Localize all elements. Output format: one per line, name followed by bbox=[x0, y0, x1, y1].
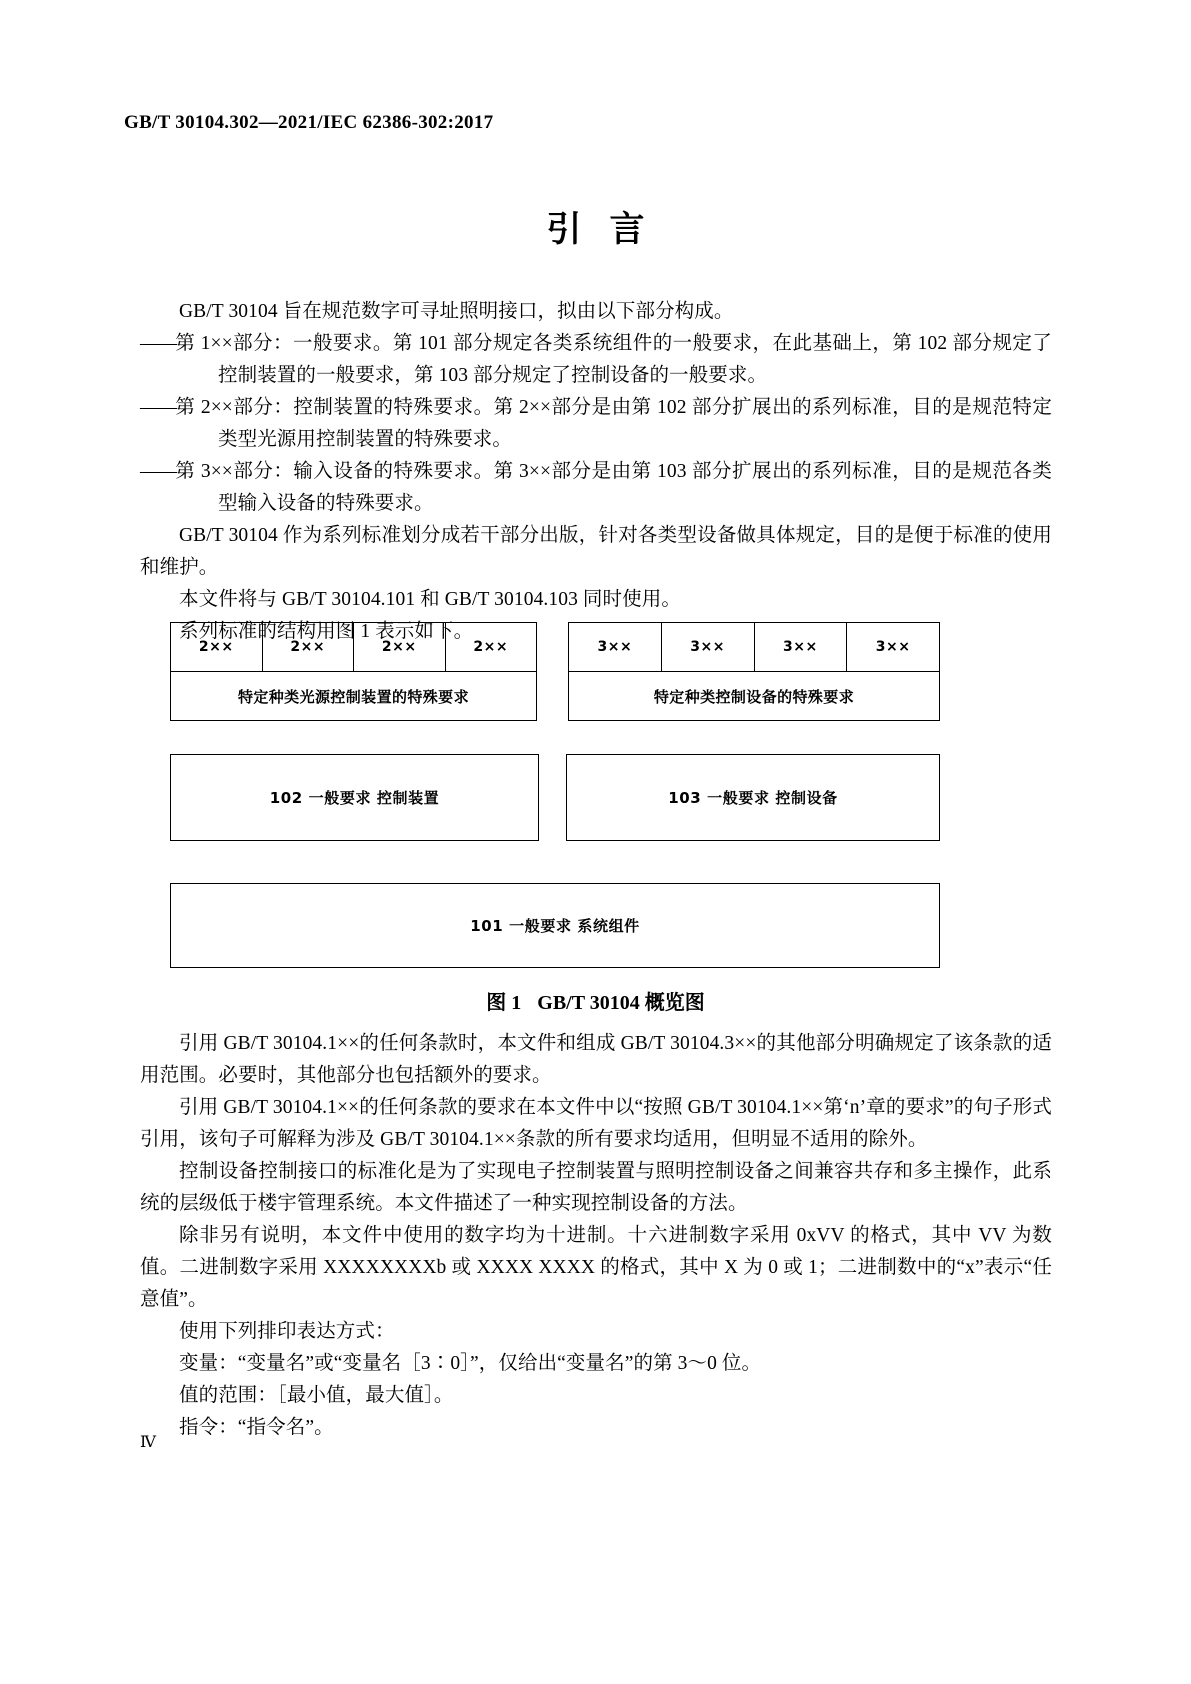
right-band-label: 特定种类控制设备的特殊要求 bbox=[568, 671, 940, 721]
paragraph-intro-2: GB/T 30104 作为系列标准划分成若干部分出版，针对各类型设备做具体规定，目的是便于标准的使用和维护。 bbox=[140, 525, 1052, 578]
list-item-1xx bbox=[140, 328, 1052, 392]
paragraph-body-6: 引用 GB/T 30104.1××的任何条款的要求在本文件中以“按照 GB/T 30104.1××第‘n’章的要求”的句子形式引用，该句子可解释为涉及 GB/T 30104.1××条款的所有要求均适用，但明显不适用的除外。 bbox=[140, 1097, 1052, 1150]
paragraph-intro-4: 系列标准的结构用图 1 表示如下。 bbox=[179, 621, 474, 642]
figure-left-column bbox=[170, 622, 537, 721]
box-101-general-requirements: 101 一般要求 系统组件 bbox=[170, 883, 940, 968]
cell-2xx-3: 2×× bbox=[354, 623, 446, 671]
list-item-3xx bbox=[140, 456, 1052, 520]
paragraph-body-11: 值的范围：［最小值，最大值］。 bbox=[179, 1385, 454, 1406]
paragraph-body-12: 指令：“指令名”。 bbox=[179, 1417, 334, 1438]
paragraph-intro-1: GB/T 30104 旨在规范数字可寻址照明接口，拟由以下部分构成。 bbox=[179, 301, 734, 322]
paragraph-body-9: 使用下列排印表达方式： bbox=[179, 1321, 395, 1342]
dash-marker: —— bbox=[140, 333, 175, 354]
cell-2xx-4: 2×× bbox=[473, 639, 509, 655]
left-band-label: 特定种类光源控制装置的特殊要求 bbox=[170, 671, 537, 721]
list-item-2xx bbox=[140, 392, 1052, 456]
paragraph-body-5: 引用 GB/T 30104.1××的任何条款时，本文件和组成 GB/T 30104.3××的其他部分明确规定了该条款的适用范围。必要时，其他部分也包括额外的要求。 bbox=[140, 1033, 1052, 1086]
paragraph-body-10: 变量：“变量名”或“变量名［3∶0］”，仅给出“变量名”的第 3～0 位。 bbox=[179, 1353, 762, 1374]
right-cell-group bbox=[568, 622, 940, 671]
dash-marker: —— bbox=[140, 461, 175, 482]
left-cell-group bbox=[170, 622, 537, 671]
running-header: GB/T 30104.302—2021/IEC 62386-302:2017 bbox=[124, 112, 494, 133]
figure-tier2-row bbox=[170, 754, 940, 841]
cell-3xx-4: 3×× bbox=[875, 639, 911, 655]
page-title: 引言 bbox=[546, 210, 673, 250]
cell-2xx-2: 2×× bbox=[263, 623, 355, 671]
paragraph-body-8: 除非另有说明，本文件中使用的数字均为十进制。十六进制数字采用 0xVV 的格式，其中 VV 为数值。二进制数字采用 XXXXXXXXb 或 XXXX XXXX 的格式，其中 X 为 0 或 1；二进制数中的“x”表示“任意值”。 bbox=[140, 1225, 1052, 1310]
cell-3xx-3: 3×× bbox=[755, 623, 848, 671]
figure-right-column bbox=[568, 622, 940, 721]
paragraph-body-7: 控制设备控制接口的标准化是为了实现电子控制装置与照明控制设备之间兼容共存和多主操作，此系统的层级低于楼宇管理系统。本文件描述了一种实现控制设备的方法。 bbox=[140, 1161, 1052, 1214]
dash-marker: —— bbox=[140, 397, 175, 418]
figure-1-overview-diagram bbox=[170, 622, 940, 968]
list-item-3xx-text: 第 3××部分：输入设备的特殊要求。第 3××部分是由第 103 部分扩展出的系列标准，目的是规范各类型输入设备的特殊要求。 bbox=[175, 461, 1052, 514]
box-103-general-requirements: 103 一般要求 控制设备 bbox=[566, 754, 940, 841]
list-item-2xx-text: 第 2××部分：控制装置的特殊要求。第 2××部分是由第 102 部分扩展出的系列标准，目的是规范特定类型光源用控制装置的特殊要求。 bbox=[175, 397, 1052, 450]
cell-3xx-1: 3×× bbox=[569, 623, 662, 671]
paragraph-intro-3: 本文件将与 GB/T 30104.101 和 GB/T 30104.103 同时使用。 bbox=[179, 589, 681, 610]
list-item-1xx-text: 第 1××部分：一般要求。第 101 部分规定各类系统组件的一般要求，在此基础上，第 102 部分规定了控制装置的一般要求，第 103 部分规定了控制设备的一般要求。 bbox=[175, 333, 1052, 386]
intro-text-block bbox=[140, 296, 1052, 648]
page-number: Ⅳ bbox=[140, 1434, 156, 1451]
figure-top-tier-row bbox=[170, 622, 940, 721]
cell-3xx-2: 3×× bbox=[662, 623, 755, 671]
body-text-block bbox=[140, 1028, 1052, 1444]
box-102-general-requirements: 102 一般要求 控制装置 bbox=[170, 754, 539, 841]
figure-caption-label: 图 1 bbox=[486, 992, 522, 1014]
figure-caption bbox=[0, 986, 1191, 1015]
figure-caption-text: GB/T 30104 概览图 bbox=[537, 992, 705, 1014]
cell-2xx-1: 2×× bbox=[171, 623, 263, 671]
